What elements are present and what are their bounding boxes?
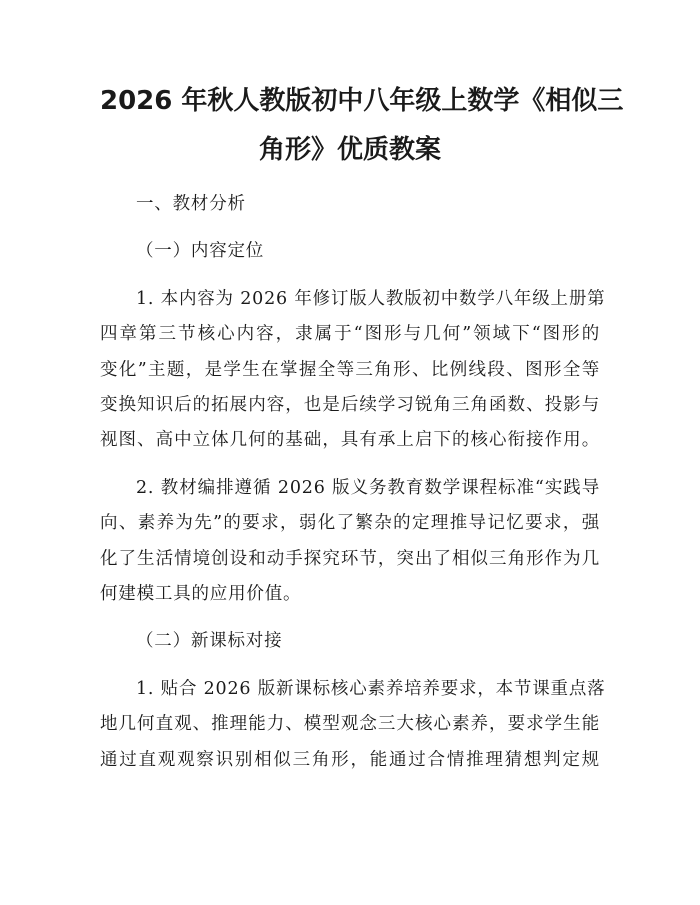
paragraph-line: 变换知识后的拓展内容，也是后续学习锐角三角函数、投影与 [100,395,600,415]
document-title-line-1: 2026 年秋人教版初中八年级上数学《相似三 [100,86,624,116]
paragraph-line: 变化”主题，是学生在掌握全等三角形、比例线段、图形全等 [100,360,600,380]
document-title-line-2: 角形》优质教案 [258,135,441,165]
paragraph-line: 四章第三节核心内容，隶属于“图形与几何”领域下“图形的 [100,324,600,344]
paragraph-line: 通过直观观察识别相似三角形，能通过合情推理猜想判定规 [100,750,600,770]
paragraph-line: 1. 贴合 2026 版新课标核心素养培养要求，本节课重点落 [136,679,606,699]
paragraph-line: 2. 教材编排遵循 2026 版义务教育数学课程标准“实践导 [136,478,600,498]
paragraph-line: 化了生活情境创设和动手探究环节，突出了相似三角形作为几 [100,549,600,569]
paragraph-line: 视图、高中立体几何的基础，具有承上启下的核心衔接作用。 [100,430,600,450]
paragraph-line: 1. 本内容为 2026 年修订版人教版初中数学八年级上册第 [136,289,606,309]
paragraph-line: 地几何直观、推理能力、模型观念三大核心素养，要求学生能 [100,714,600,734]
subsection-heading: （一）内容定位 [136,241,265,261]
paragraph-line: 向、素养为先”的要求，弱化了繁杂的定理推导记忆要求，强 [100,513,600,533]
subsection-heading: （二）新课标对接 [136,631,283,651]
section-heading: 一、教材分析 [136,194,246,214]
paragraph-line: 何建模工具的应用价值。 [100,584,302,604]
